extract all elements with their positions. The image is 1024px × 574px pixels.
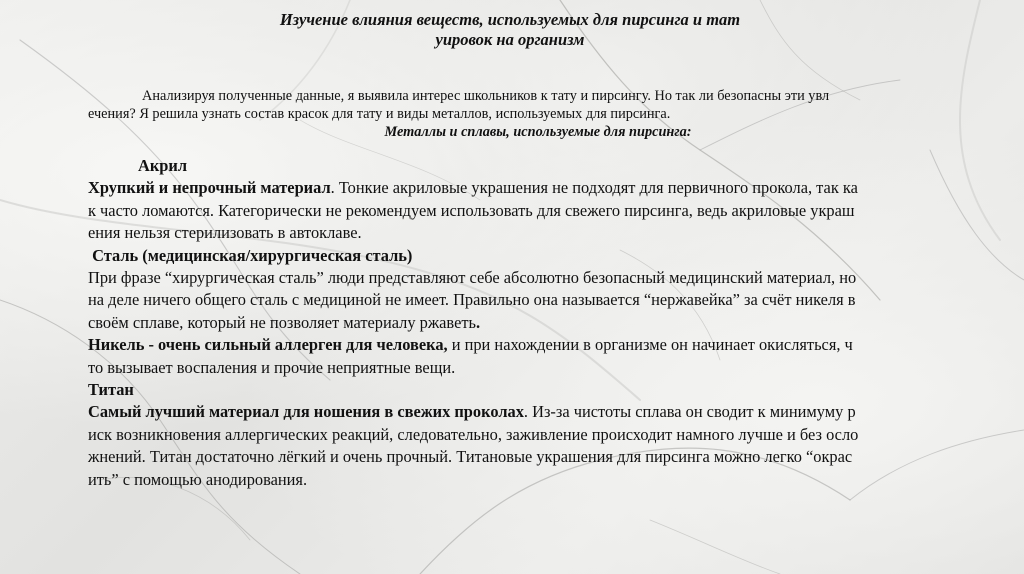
titan-heading [88,379,988,401]
akril-heading: Акрил [138,156,188,175]
steel-line-1: При фразе “хирургическая сталь” люди представляют себе абсолютно безопасный медицинский материал, но [88,268,857,288]
steel-line-3-end: . [476,312,481,332]
steel-heading [88,245,988,267]
titan-line-1 [88,401,988,423]
steel-line-3 [88,312,988,334]
intro-line-2: ечения? Я решила узнать состав красок для тату и виды металлов, используемых для пирсинга. [88,106,671,122]
nickel-warning: Никель - очень сильный аллерген для человека, [88,335,448,355]
title-line-1: Изучение влияния веществ, используемых для пирсинга и тат [279,10,741,29]
titan-lead: Самый лучший материал для ношения в свежих проколах [88,402,524,422]
steel-line-2: на деле ничего общего сталь с медициной не имеет. Правильно она называется “нержавейка” за счёт никеля в [88,290,856,310]
main-content [88,155,988,491]
title-line-2: уировок на организм [435,30,585,49]
titan-heading-text: Титан [88,380,134,400]
steel-line-4-text: и при нахождении в организме он начинает окисляться, ч [447,335,853,355]
steel-line-5: то вызывает воспаления и прочие неприятные вещи. [88,357,456,377]
titan-line-1-text: . Из-за чистоты сплава он сводит к минимуму р [523,402,856,422]
akril-line-3: ения нельзя стерилизовать в автоклаве. [88,223,362,243]
akril-lead: Хрупкий и непрочный материал [88,178,331,198]
slide-title [200,10,820,50]
intro-paragraph [88,87,968,141]
titan-line-4: ить” с помощью анодирования. [88,469,308,489]
steel-heading-text: Сталь (медицинская/хирургическая сталь) [92,245,413,265]
titan-line-2: иск возникновения аллергических реакций, следовательно, заживление происходит намного лучше и без осло [88,424,859,444]
akril-line-2: к часто ломаются. Категорически не рекомендуем использовать для свежего пирсинга, ведь акриловые украш [88,200,855,220]
akril-line-1-text: . Тонкие акриловые украшения не подходят для первичного прокола, так ка [330,178,858,198]
titan-line-3: жнений. Титан достаточно лёгкий и очень прочный. Титановые украшения для пирсинга можно легко “окрас [88,447,853,467]
metals-subheading: Металлы и сплавы, используемые для пирсинга: [384,124,692,140]
steel-line-3-text: своём сплаве, который не позволяет материалу ржаветь [88,312,476,332]
steel-line-4 [88,334,988,356]
akril-line-1 [88,177,988,199]
intro-line-1: Анализируя полученные данные, я выявила интерес школьников к тату и пирсингу. Но так ли безопасны эти увл [142,88,830,104]
